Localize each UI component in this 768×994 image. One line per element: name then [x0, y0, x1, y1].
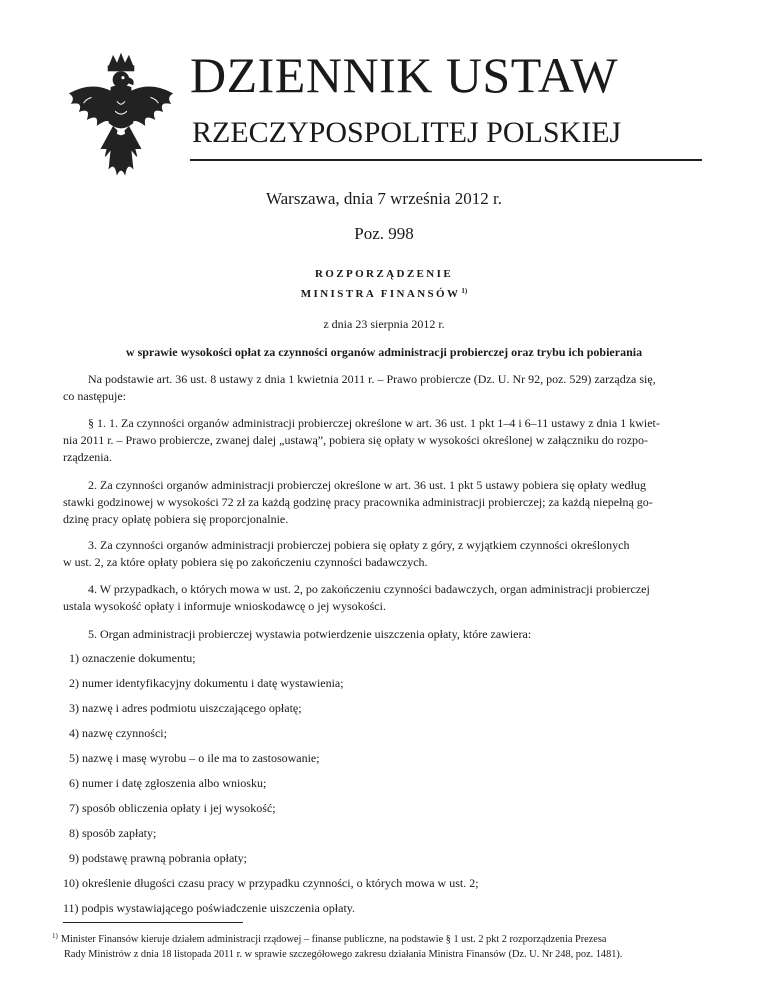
masthead-divider [190, 159, 702, 161]
footnote-line: Minister Finansów kieruje działem administracji rządowej – finanse publiczne, na podstawie § 1 ust. 2 pkt 2 rozporządzenia Prezesa [60, 934, 607, 945]
list-item: 10) określenie długości czasu pracy w przypadku czynności, o których mowa w ust. 2; [63, 876, 479, 890]
preamble-line: co następuje: [63, 389, 126, 403]
paragraph-line: rządzenia. [63, 450, 112, 464]
footnote-line: Rady Ministrów z dnia 18 listopada 2011 r. w sprawie szczegółowego zakresu działania Ministra Finansów (Dz. U. Nr 248, poz. 1481). [64, 949, 623, 960]
paragraph-line: 4. W przypadkach, o których mowa w ust. 2, po zakończeniu czynności badawczych, organ administracji probierczej [88, 582, 650, 596]
footnote-mark: 1) [52, 932, 58, 940]
section-1-paragraph-3 [63, 537, 704, 571]
paragraph-line: § 1. 1. Za czynności organów administracji probierczej określone w art. 36 ust. 1 pkt 1–4 i 6–11 ustawy z dnia 1 kwiet- [88, 416, 660, 430]
paragraph-line: dzinę pracy opłatę pobiera się proporcjonalnie. [63, 512, 289, 526]
journal-subtitle: RZECZYPOSPOLITEJ POLSKIEJ [192, 116, 622, 149]
list-item: 7) sposób obliczenia opłaty i jej wysokość; [69, 801, 276, 815]
paragraph-line: 5. Organ administracji probierczej wystawia potwierdzenie uiszczenia opłaty, które zawiera: [88, 627, 532, 641]
list-item: 5) nazwę i masę wyrobu – o ile ma to zastosowanie; [69, 751, 320, 765]
section-1-paragraph-1 [63, 415, 704, 466]
journal-title: DZIENNIK USTAW [190, 47, 619, 103]
section-1-paragraph-2 [63, 477, 704, 528]
act-type: ROZPORZĄDZENIE [314, 268, 454, 280]
footnote [52, 929, 708, 962]
footnote-reference[interactable]: 1) [461, 287, 468, 295]
list-item: 1) oznaczenie dokumentu; [69, 651, 196, 665]
paragraph-line: ustala wysokość opłaty i informuje wnioskodawcę o jej wysokości. [63, 599, 386, 613]
list-item: 8) sposób zapłaty; [69, 826, 157, 840]
paragraph-line: nia 2011 r. – Prawo probiercze, zwanej dalej „ustawą”, pobiera się opłaty w wysokości określonej w załączniku do rozpo- [63, 433, 649, 447]
act-issuer-text: MINISTRA FINANSÓW [300, 288, 461, 300]
act-date: z dnia 23 sierpnia 2012 r. [323, 317, 445, 331]
section-1-paragraph-5 [63, 626, 704, 643]
paragraph-line: 3. Za czynności organów administracji probierczej pobiera się opłaty z góry, z wyjątkiem czynności określonych [88, 538, 630, 552]
position-number: Poz. 998 [354, 224, 414, 243]
act-title: w sprawie wysokości opłat za czynności organów administracji probierczej oraz trybu ich pobierania [125, 345, 643, 359]
list-item: 6) numer i datę zgłoszenia albo wniosku; [69, 776, 267, 790]
list-item: 3) nazwę i adres podmiotu uiszczającego opłatę; [69, 701, 302, 715]
section-1-paragraph-4 [63, 581, 704, 615]
issue-date: Warszawa, dnia 7 września 2012 r. [265, 189, 503, 208]
paragraph-line: w ust. 2, za które opłaty pobiera się po zakończeniu czynności badawczych. [63, 555, 428, 569]
preamble-line: Na podstawie art. 36 ust. 8 ustawy z dnia 1 kwietnia 2011 r. – Prawo probiercze (Dz. U. Nr 92, poz. 529) zarządza się, [88, 372, 656, 386]
list-item: 11) podpis wystawiającego poświadczenie uiszczenia opłaty. [63, 901, 356, 915]
list-item: 4) nazwę czynności; [69, 726, 167, 740]
paragraph-line: stawki godzinowej w wysokości 72 zł za każdą godzinę pracy pracownika administracji probierczej; za każdą niepełną go- [63, 495, 653, 509]
polish-eagle-emblem-icon [62, 52, 180, 184]
list-item: 9) podstawę prawną pobrania opłaty; [69, 851, 247, 865]
preamble [63, 371, 704, 405]
act-issuer [0, 287, 768, 300]
paragraph-line: 2. Za czynności organów administracji probierczej określone w art. 36 ust. 1 pkt 5 ustawy pobiera się opłaty według [88, 478, 646, 492]
footnote-divider [63, 922, 243, 923]
list-item: 2) numer identyfikacyjny dokumentu i datę wystawienia; [69, 676, 344, 690]
